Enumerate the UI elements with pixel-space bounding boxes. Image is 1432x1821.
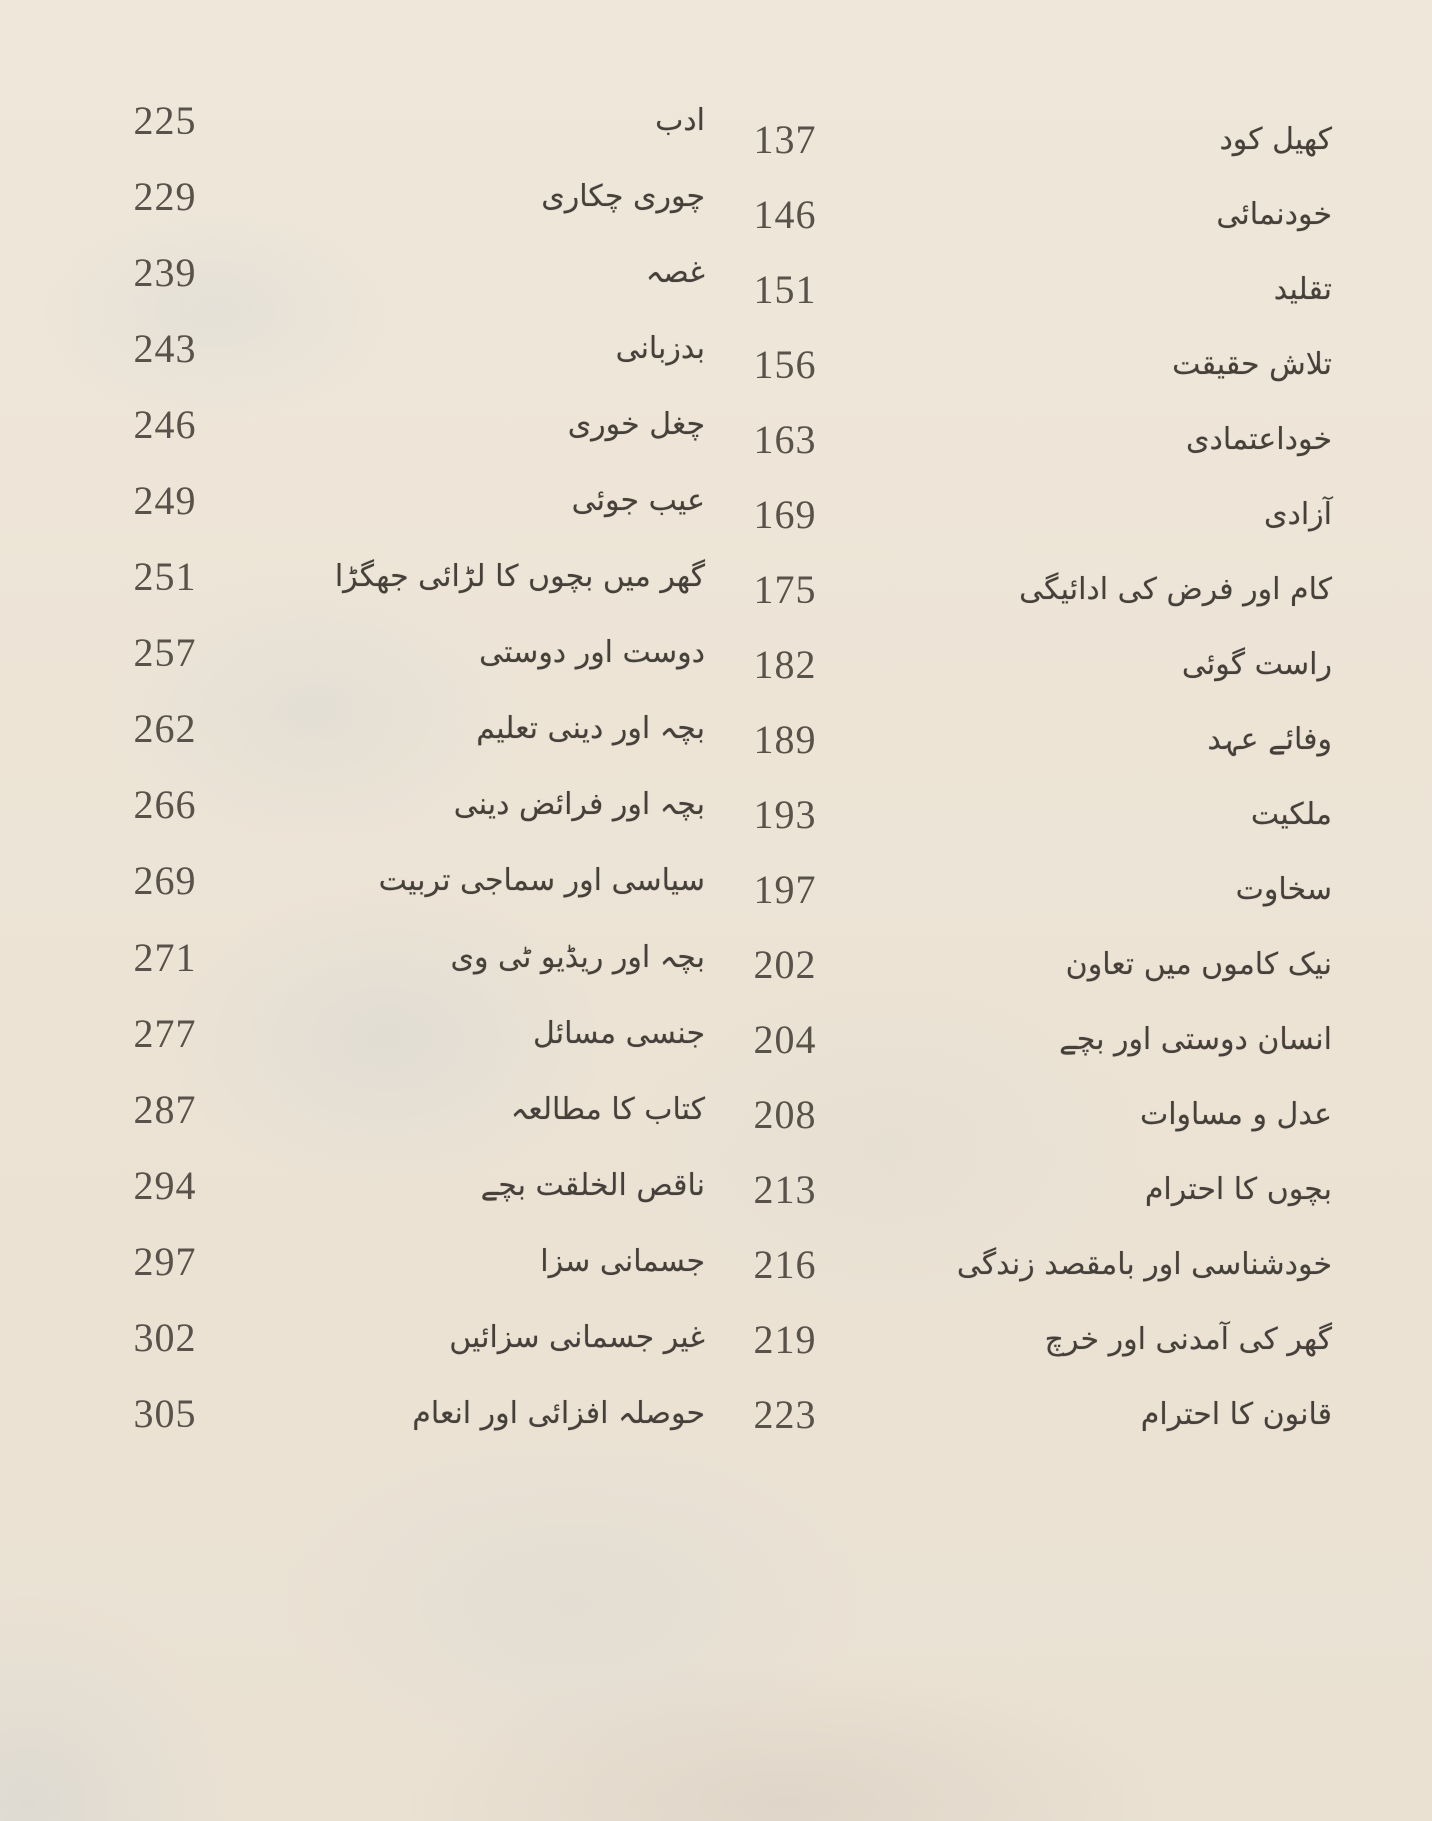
toc-entry-title: سخاوت xyxy=(1235,872,1332,907)
toc-entry-title: بچہ اور ریڈیو ٹی وی xyxy=(450,939,705,975)
toc-entry-page-number: 219 xyxy=(753,1317,817,1362)
toc-entry xyxy=(85,843,713,919)
toc-entry-title: غصہ xyxy=(645,254,705,290)
toc-column-right xyxy=(700,102,1332,1452)
toc-entry xyxy=(700,1152,1332,1227)
toc-entry-title: چوری چکاری xyxy=(541,178,705,214)
toc-entry xyxy=(700,252,1332,327)
toc-entry-page-number: 182 xyxy=(753,642,817,687)
toc-entry-title: بچہ اور فرائض دینی xyxy=(453,787,705,823)
toc-entry-page-number: 266 xyxy=(133,782,197,828)
toc-entry-page-number: 246 xyxy=(133,401,197,447)
toc-entry-title: گھر میں بچوں کا لڑائی جھگڑا xyxy=(334,559,705,595)
toc-entry xyxy=(85,1223,713,1299)
toc-entry xyxy=(85,691,713,767)
toc-entry-page-number: 294 xyxy=(133,1162,197,1208)
toc-entry-title: حوصلہ افزائی اور انعام xyxy=(412,1396,705,1432)
toc-entry-page-number: 297 xyxy=(133,1238,197,1284)
toc-entry-page-number: 189 xyxy=(753,717,817,762)
toc-entry-title: انسان دوستی اور بچے xyxy=(1059,1022,1332,1057)
toc-entry-page-number: 163 xyxy=(753,417,817,462)
toc-entry-title: کام اور فرض کی ادائیگی xyxy=(1019,572,1332,607)
toc-entry xyxy=(700,102,1332,177)
toc-entry-page-number: 287 xyxy=(133,1086,197,1132)
toc-entry xyxy=(85,1376,713,1452)
toc-entry-page-number: 249 xyxy=(133,478,197,524)
toc-entry xyxy=(700,1377,1332,1452)
toc-entry xyxy=(700,1077,1332,1152)
toc-entry-page-number: 204 xyxy=(753,1017,817,1062)
toc-entry-page-number: 202 xyxy=(753,942,817,987)
toc-column-left xyxy=(85,82,713,1452)
toc-entry xyxy=(700,927,1332,1002)
toc-entry-title: خودشناسی اور بامقصد زندگی xyxy=(956,1247,1332,1282)
toc-entry xyxy=(85,1071,713,1147)
toc-entry xyxy=(700,777,1332,852)
toc-entry-title: نیک کاموں میں تعاون xyxy=(1065,947,1332,982)
toc-entry xyxy=(700,477,1332,552)
toc-entry-page-number: 197 xyxy=(753,867,817,912)
toc-entry-page-number: 193 xyxy=(753,792,817,837)
toc-entry xyxy=(700,552,1332,627)
toc-entry-page-number: 262 xyxy=(133,706,197,752)
toc-entry xyxy=(700,1227,1332,1302)
toc-entry-title: آزادی xyxy=(1264,497,1332,532)
toc-entry-title: بچہ اور دینی تعلیم xyxy=(476,711,705,747)
toc-entry xyxy=(700,702,1332,777)
toc-entry-page-number: 302 xyxy=(133,1315,197,1361)
toc-entry xyxy=(85,234,713,310)
toc-entry-title: گھر کی آمدنی اور خرچ xyxy=(1044,1322,1332,1357)
toc-entry xyxy=(700,327,1332,402)
toc-entry-title: راست گوئی xyxy=(1181,647,1332,682)
toc-entry-page-number: 137 xyxy=(753,117,817,162)
toc-entry-page-number: 277 xyxy=(133,1010,197,1056)
toc-entry-title: دوست اور دوستی xyxy=(479,635,705,671)
toc-entry-title: کھیل کود xyxy=(1219,122,1332,157)
toc-entry-title: بدزبانی xyxy=(615,330,705,366)
toc-entry-title: بچوں کا احترام xyxy=(1144,1172,1332,1207)
toc-entry-title: سیاسی اور سماجی تربیت xyxy=(378,863,705,899)
toc-entry-page-number: 146 xyxy=(753,192,817,237)
toc-entry-page-number: 225 xyxy=(133,97,197,143)
toc-entry-title: جنسی مسائل xyxy=(533,1015,705,1051)
toc-entry-page-number: 229 xyxy=(133,173,197,219)
toc-entry-page-number: 271 xyxy=(133,934,197,980)
toc-entry-title: تقلید xyxy=(1273,272,1332,307)
toc-entry-title: ملکیت xyxy=(1250,797,1332,832)
toc-entry xyxy=(85,310,713,386)
toc-entry-page-number: 151 xyxy=(753,267,817,312)
toc-entry xyxy=(85,995,713,1071)
toc-entry xyxy=(700,177,1332,252)
toc-entry xyxy=(85,919,713,995)
toc-entry-page-number: 305 xyxy=(133,1391,197,1437)
toc-entry-title: قانون کا احترام xyxy=(1140,1397,1332,1432)
toc-entry-page-number: 213 xyxy=(753,1167,817,1212)
toc-entry xyxy=(85,1300,713,1376)
toc-entry-title: تلاش حقیقت xyxy=(1172,347,1332,382)
toc-entry-page-number: 269 xyxy=(133,858,197,904)
toc-entry-page-number: 257 xyxy=(133,630,197,676)
toc-entry xyxy=(85,158,713,234)
toc-entry xyxy=(700,402,1332,477)
toc-entry-page-number: 216 xyxy=(753,1242,817,1287)
toc-entry xyxy=(85,539,713,615)
toc-entry xyxy=(700,1302,1332,1377)
toc-entry xyxy=(85,82,713,158)
toc-entry xyxy=(85,462,713,538)
toc-entry-title: کتاب کا مطالعہ xyxy=(510,1091,705,1127)
toc-entry-title: ناقص الخلقت بچے xyxy=(480,1167,705,1203)
toc-entry-page-number: 239 xyxy=(133,249,197,295)
toc-entry-page-number: 251 xyxy=(133,554,197,600)
toc-entry-title: جسمانی سزا xyxy=(540,1243,705,1279)
toc-entry xyxy=(85,615,713,691)
toc-entry-title: غیر جسمانی سزائیں xyxy=(449,1320,705,1356)
toc-entry-title: عدل و مساوات xyxy=(1139,1097,1332,1132)
toc-entry-title: ادب xyxy=(655,102,705,138)
toc-entry xyxy=(700,627,1332,702)
toc-entry-title: عیب جوئی xyxy=(571,483,705,519)
toc-entry-page-number: 223 xyxy=(753,1392,817,1437)
toc-entry xyxy=(85,386,713,462)
toc-entry-page-number: 208 xyxy=(753,1092,817,1137)
toc-entry xyxy=(700,1002,1332,1077)
toc-entry xyxy=(85,767,713,843)
toc-entry-title: چغل خوری xyxy=(567,406,705,442)
toc-entry-page-number: 169 xyxy=(753,492,817,537)
toc-entry xyxy=(700,852,1332,927)
toc-entry-title: خوداعتمادی xyxy=(1185,422,1332,457)
toc-entry xyxy=(85,1147,713,1223)
toc-entry-title: وفائے عہد xyxy=(1207,722,1332,757)
toc-entry-page-number: 175 xyxy=(753,567,817,612)
toc-entry-title: خودنمائی xyxy=(1216,197,1332,232)
toc-entry-page-number: 243 xyxy=(133,325,197,371)
toc-entry-page-number: 156 xyxy=(753,342,817,387)
